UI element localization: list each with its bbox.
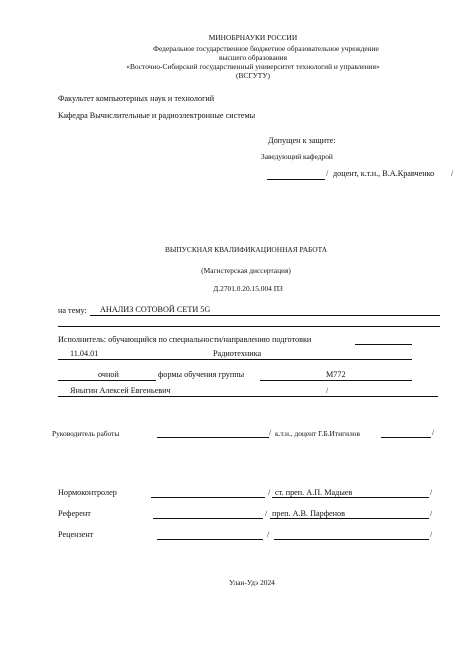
student-line [58,396,438,397]
referee-value-line [270,518,429,519]
norm-control-slash-2: / [430,488,433,497]
reviewer-slash-1: / [267,530,270,539]
supervisor-value-line [381,437,431,438]
norm-control-signature-line [151,497,265,498]
reviewer-label: Рецензент [58,530,94,539]
referee-slash-2: / [430,509,433,518]
referee-slash-1: / [265,509,268,518]
supervisor-label: Руководитель работы [52,429,120,438]
approval-signature-line [267,179,325,180]
executor-label: Исполнитель: обучающийся по специальности/направлению подготовки [58,335,312,344]
institution-line-3: «Восточно-Сибирский государственный университет технологий и управления» [126,62,380,71]
norm-control-value: ст. преп. А.П. Мадыев [275,488,353,497]
norm-control-label: Нормоконтролер [58,488,117,497]
spec-name: Радиотехника [213,349,262,358]
norm-control-slash-1: / [268,488,271,497]
city-year: Улан-Удэ 2024 [229,578,275,587]
form-line [58,380,156,381]
referee-label: Референт [58,509,91,518]
head-of-department-label: Заведующий кафедрой [261,152,333,161]
spec-code: 11.04.01 [70,349,99,358]
supervisor-value: к.т.н., доцент Г.Б.Итигилов [275,429,360,438]
topic-label: на тему: [58,306,87,315]
referee-value: преп. А.В. Парфенов [272,509,346,518]
executor-label-line [355,344,412,345]
department: Кафедра Вычислительные и радиоэлектронные системы [58,111,256,120]
supervisor-signature-line [157,437,269,438]
work-code: Д.2701.0.20.15.004 ПЗ [213,284,283,293]
topic-line-1 [90,315,440,316]
group-number: М772 [326,370,346,379]
reviewer-slash-2: / [430,530,433,539]
institution-line-2: высшего образования [218,53,288,62]
reviewer-value-line [274,539,429,540]
student-name: Яныгин Алексей Евгеньевич [70,386,171,395]
student-slash: / [326,386,329,395]
supervisor-slash-1: / [269,428,272,437]
approval-slash-1: / [326,169,329,178]
reviewer-signature-line [157,539,263,540]
approval-signatory: доцент, к.т.н., В.А.Кравченко [333,169,435,178]
approval-title: Допущен к защите: [268,136,336,145]
topic-line-2 [58,326,440,327]
spec-line [58,359,412,360]
faculty: Факультет компьютерных наук и технологий [58,94,215,103]
institution-abbr: (ВСГУТУ) [235,71,271,80]
work-subtitle: (Магистерская диссертация) [201,266,291,275]
referee-signature-line [153,518,263,519]
institution-line-1: Федеральное государственное бюджетное образовательное учреждение [153,44,379,53]
work-title: ВЫПУСКНАЯ КВАЛИФИКАЦИОННАЯ РАБОТА [164,245,328,254]
supervisor-slash-2: / [432,428,435,437]
approval-slash-2: / [451,169,454,178]
study-form-label: формы обучения группы [158,370,245,379]
study-form-value: очной [98,370,119,379]
ministry-name: МИНОБРНАУКИ РОССИИ [208,33,298,42]
topic-value: АНАЛИЗ СОТОВОЙ СЕТИ 5G [100,305,211,314]
norm-control-value-line [272,497,429,498]
group-line [260,380,412,381]
